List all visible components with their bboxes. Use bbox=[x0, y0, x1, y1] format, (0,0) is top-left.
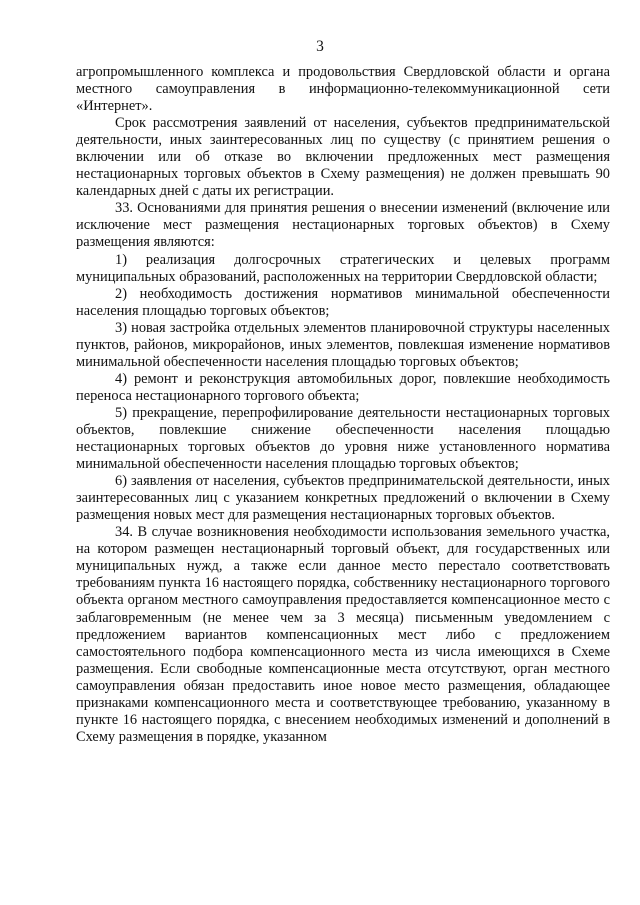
page-number: 3 bbox=[316, 38, 324, 55]
paragraph-review-period: Срок рассмотрения заявлений от населения, субъектов предпринимательской деятельности, иных заинтересованных лиц по существу (с принятием решения о включении или об отказе во включении предложенных мест размещения нестационарных торговых объектов в Схему размещения) не должен превышать 90 календарных дней с даты их регистрации. bbox=[76, 115, 610, 200]
list-item-33-1: 1) реализация долгосрочных стратегических и целевых программ муниципальных образований, расположенных на территории Свердловской области; bbox=[76, 251, 610, 285]
paragraph-clause-33: 33. Основаниями для принятия решения о внесении изменений (включение или исключение мест размещения нестационарных торговых объектов) в Схему размещения являются: bbox=[76, 200, 610, 251]
document-text-body bbox=[76, 64, 610, 746]
list-item-33-4: 4) ремонт и реконструкция автомобильных дорог, повлекшие необходимость переноса нестационарного торгового объекта; bbox=[76, 370, 610, 404]
list-item-33-5: 5) прекращение, перепрофилирование деятельности нестационарных торговых объектов, повлекшие снижение обеспеченности населения площадью нестационарных торговых объектов до уровня ниже установленного норматива минимальной обеспеченности населения площадью торговых объектов; bbox=[76, 404, 610, 473]
paragraph-clause-34: 34. В случае возникновения необходимости использования земельного участка, на котором размещен нестационарный торговый объект, для государственных или муниципальных нужд, а также если данное место перестало соответствовать требованиям пункта 16 настоящего порядка, собственнику нестационарного торгового объекта органом местного самоуправления предоставляется компенсационное место с заблаговременным (не менее чем за 3 месяца) письменным уведомлением с предложением вариантов компенсационных мест либо с предложением самостоятельного подбора компенсационного места из числа имеющихся в Схеме размещения. Если свободные компенсационные места отсутствуют, орган местного самоуправления обязан предоставить иное новое место размещения, обладающее признаками компенсационного места и соответствующее требованию, указанному в пункте 16 настоящего порядка, с внесением необходимых изменений и дополнений в Схему размещения в порядке, указанном bbox=[76, 524, 610, 745]
list-item-33-3: 3) новая застройка отдельных элементов планировочной структуры населенных пунктов, районов, микрорайонов, иных элементов, повлекшая изменение нормативов минимальной обеспеченности населения площадью торговых объектов; bbox=[76, 319, 610, 370]
list-item-33-6: 6) заявления от населения, субъектов предпринимательской деятельности, иных заинтересованных лиц с указанием конкретных предложений о включении в Схему размещения новых мест для размещения нестационарных торговых объектов. bbox=[76, 473, 610, 524]
list-item-33-2: 2) необходимость достижения нормативов минимальной обеспеченности населения площадью торговых объектов; bbox=[76, 285, 610, 319]
paragraph-continuation: агропромышленного комплекса и продовольствия Свердловской области и органа местного самоуправления в информационно-телекоммуникационной сети «Интернет». bbox=[76, 64, 610, 115]
